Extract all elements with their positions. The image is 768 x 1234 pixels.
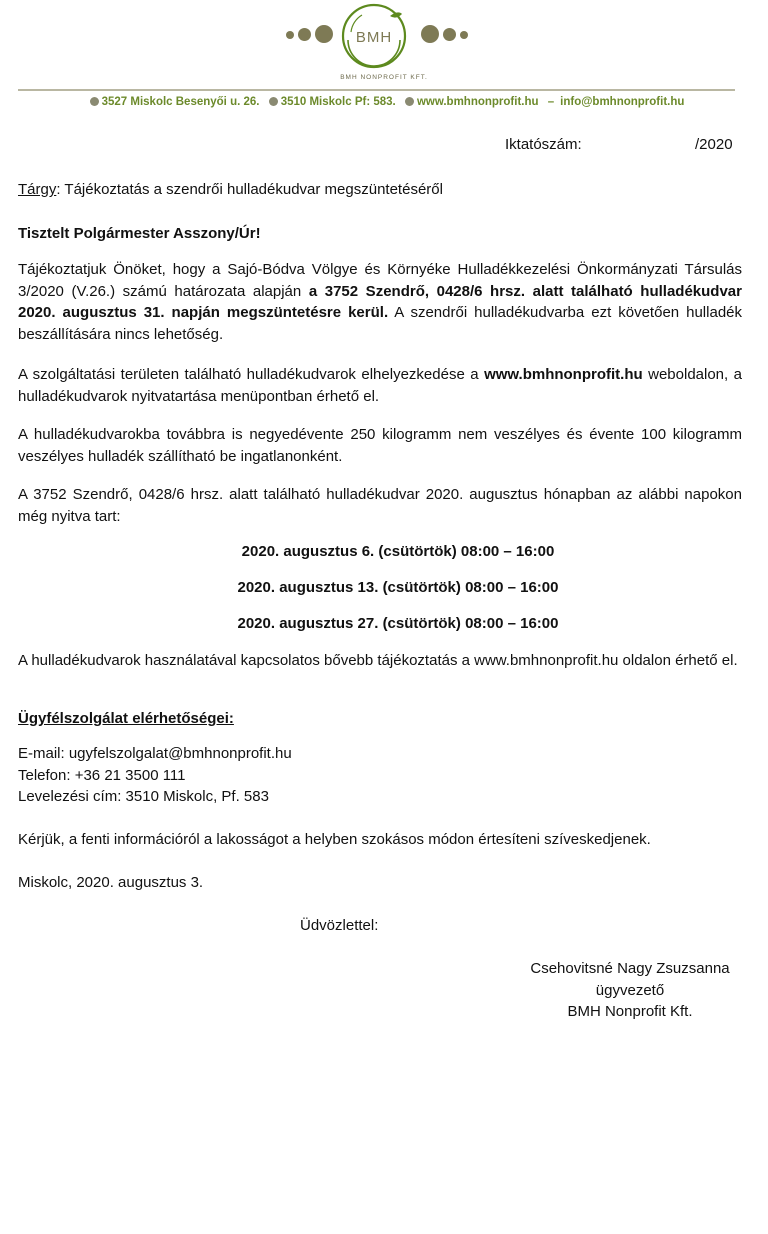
- reference-label: Iktatószám:: [505, 136, 582, 153]
- signatory-name: Csehovitsné Nagy Zsuzsanna: [530, 960, 730, 977]
- paragraph-closure-notice: Tájékoztatjuk Önöket, hogy a Sajó-Bódva Völgye és Környéke Hulladékkezelési Önkormányzati Társulás 3/2020 (V.26.) számú határozata alapján a 3752 Szendrő, 0428/6 hrsz. alatt található hulladékudvar 2020. augusztus 31. napján megszüntetésre kerül. A szendrői hulladékudvarba ezt követően hulladék beszállítására nincs lehetőség.: [18, 261, 743, 343]
- customer-service-email: E-mail: ugyfelszolgalat@bmhnonprofit.hu: [18, 745, 292, 762]
- mail-icon: [269, 97, 278, 106]
- opening-date-item: 2020. augusztus 13. (csütörtök) 08:00 – 16:00: [237, 579, 559, 596]
- request-paragraph: Kérjük, a fenti információról a lakosságot a helyben szokásos módon értesíteni szíveskedjenek.: [18, 831, 651, 848]
- logo-dot-icon: [443, 28, 456, 41]
- subject-label: Tárgy: [18, 181, 57, 198]
- web-icon: [405, 97, 414, 106]
- paragraph-website-info: A szolgáltatási területen található hulladékudvarok elhelyezkedése a www.bmhnonprofit.hu weboldalon, a hulladékudvarok nyitvatartása menüpontban érhető el.: [18, 366, 742, 405]
- logo-dot-icon: [286, 31, 294, 39]
- logo-dot-icon: [421, 25, 439, 43]
- location-pin-icon: [90, 97, 99, 106]
- paragraph-opening-intro: A 3752 Szendrő, 0428/6 hrsz. alatt található hulladékudvar 2020. augusztus hónapban az alábbi napokon még nyitva tart:: [18, 486, 742, 525]
- signatory-company: BMH Nonprofit Kft.: [567, 1003, 693, 1020]
- separator: –: [547, 96, 555, 108]
- paragraph-more-info: A hulladékudvarok használatával kapcsolatos bővebb tájékoztatás a www.bmhnonprofit.hu oldalon érhető el.: [18, 652, 738, 669]
- salutation: Tisztelt Polgármester Asszony/Úr!: [18, 225, 261, 242]
- opening-date-item: 2020. augusztus 27. (csütörtök) 08:00 – 16:00: [237, 615, 559, 632]
- company-name: BMH NONPROFIT KFT.: [340, 74, 428, 81]
- contact-postbox: 3510 Miskolc Pf: 583.: [280, 96, 396, 108]
- signature-block: [520, 958, 740, 1023]
- closing: Üdvözlettel:: [300, 917, 379, 934]
- contact-address: 3527 Miskolc Besenyői u. 26.: [101, 96, 260, 108]
- bmh-logo-icon: [340, 2, 408, 70]
- customer-service-heading: Ügyfélszolgálat elérhetőségei:: [18, 710, 234, 727]
- contact-website[interactable]: www.bmhnonprofit.hu: [416, 96, 539, 108]
- header-divider: [18, 89, 735, 91]
- letterhead: [0, 0, 768, 120]
- place-date: Miskolc, 2020. augusztus 3.: [18, 874, 204, 891]
- svg-text:BMH: BMH: [355, 29, 393, 46]
- logo-dot-icon: [298, 28, 311, 41]
- contact-email[interactable]: info@bmhnonprofit.hu: [560, 96, 685, 108]
- opening-date-item: 2020. augusztus 6. (csütörtök) 08:00 – 16:00: [241, 543, 555, 560]
- customer-service-phone: Telefon: +36 21 3500 111: [18, 766, 186, 784]
- signatory-title: ügyvezető: [595, 981, 665, 999]
- subject-line: [18, 179, 742, 201]
- logo-dot-icon: [460, 31, 468, 39]
- customer-service-address: Levelezési cím: 3510 Miskolc, Pf. 583: [18, 788, 269, 805]
- contact-bar: [0, 96, 768, 108]
- reference-number: /2020: [695, 136, 733, 153]
- paragraph-waste-limits: A hulladékudvarokba továbbra is negyedévente 250 kilogramm nem veszélyes és évente 100 kilogramm veszélyes hulladék szállítható be ingatlanonként.: [18, 426, 742, 465]
- website-link[interactable]: www.bmhnonprofit.hu: [484, 366, 643, 383]
- logo: [0, 0, 768, 72]
- subject-text: : Tájékoztatás a szendrői hulladékudvar megszüntetéséről: [56, 181, 443, 198]
- customer-service-contacts: [18, 743, 742, 808]
- logo-dot-icon: [315, 25, 333, 43]
